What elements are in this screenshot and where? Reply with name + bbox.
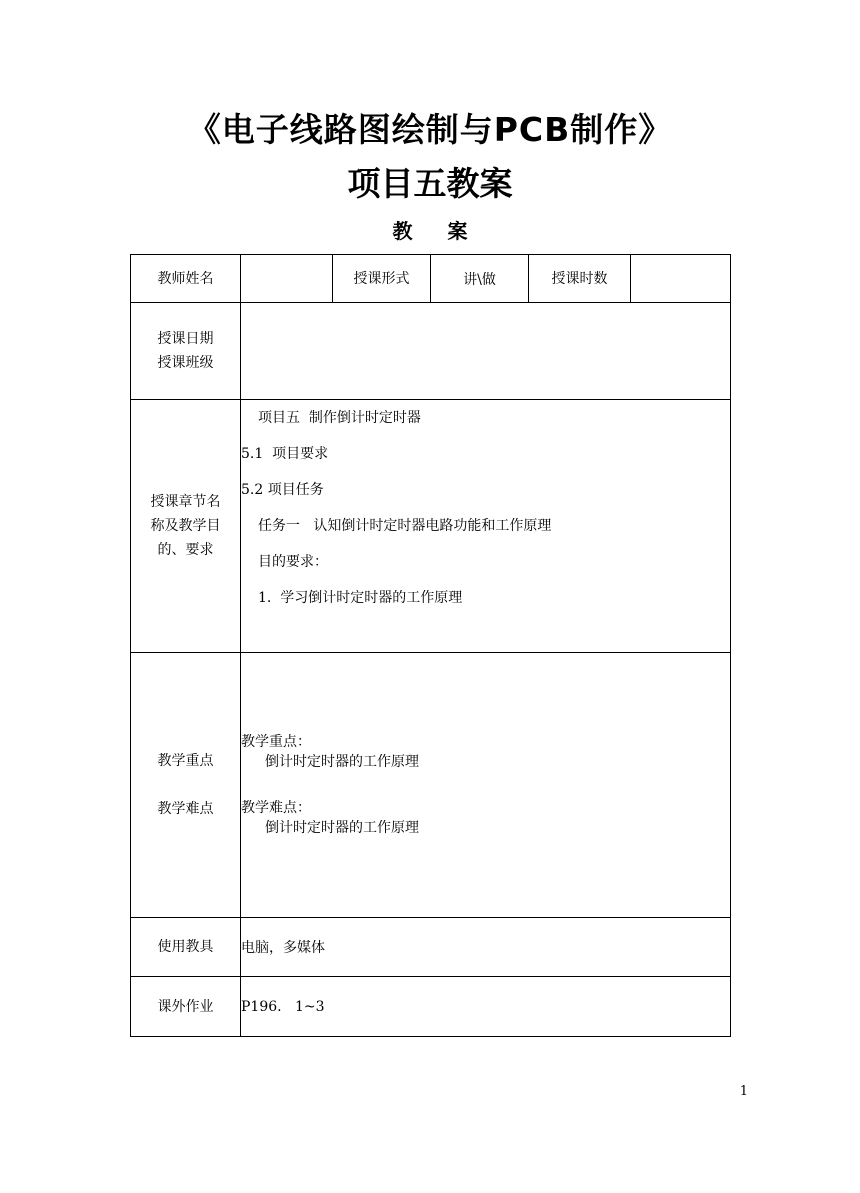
- document-title: 《电子线路图绘制与PCB制作》: [187, 110, 673, 149]
- teaching-form-value: 讲\做: [431, 255, 529, 303]
- difficult-points-text: 倒计时定时器的工作原理: [265, 820, 419, 836]
- difficult-points-heading: 教学难点：: [241, 800, 311, 816]
- key-difficult-label: [131, 653, 241, 918]
- chapter-line: 5.2 项目任务: [241, 482, 324, 498]
- class-label: 授课班级: [157, 355, 214, 371]
- key-difficult-content: [241, 653, 731, 918]
- chapter-line: 5.1 项目要求: [241, 446, 329, 462]
- row-key-points: [131, 653, 731, 918]
- teaching-form-label: 授课形式: [333, 255, 431, 303]
- date-class-label: [131, 303, 241, 400]
- homework-value: P196. 1~3: [241, 977, 731, 1037]
- teaching-aids-value: 电脑，多媒体: [241, 918, 731, 977]
- key-points-label: 教学重点: [157, 753, 214, 769]
- chapter-label-line3: 的、要求: [157, 542, 214, 558]
- teaching-hours-value: [631, 255, 731, 303]
- homework-label: 课外作业: [131, 977, 241, 1037]
- row-homework: [131, 977, 731, 1037]
- document-subtitle: 项目五教案: [347, 164, 513, 203]
- lesson-plan-table: [130, 254, 731, 1037]
- key-points-text: 倒计时定时器的工作原理: [265, 754, 419, 770]
- row-teacher: [131, 255, 731, 303]
- chapter-line: 1. 学习倒计时定时器的工作原理: [258, 590, 463, 606]
- teaching-aids-label: 使用教具: [131, 918, 241, 977]
- page-number: 1: [739, 1084, 748, 1099]
- teacher-name-value: [241, 255, 333, 303]
- row-teaching-aids: [131, 918, 731, 977]
- chapter-line: 任务一 认知倒计时定时器电路功能和工作原理: [258, 518, 552, 534]
- key-points-heading: 教学重点：: [241, 734, 311, 750]
- teaching-hours-label: 授课时数: [529, 255, 631, 303]
- chapter-label: [131, 400, 241, 653]
- section-heading: 教 案: [392, 219, 482, 243]
- row-date-class: [131, 303, 731, 400]
- row-chapter: [131, 400, 731, 653]
- chapter-content: [241, 400, 731, 653]
- date-class-value: [241, 303, 731, 400]
- date-label: 授课日期: [157, 331, 214, 347]
- teacher-name-label: 教师姓名: [131, 255, 241, 303]
- chapter-label-line1: 授课章节名: [150, 494, 221, 510]
- chapter-label-line2: 称及教学目: [150, 518, 221, 534]
- difficult-points-label: 教学难点: [157, 801, 214, 817]
- chapter-line: 项目五 制作倒计时定时器: [258, 410, 421, 426]
- chapter-line: 目的要求：: [258, 554, 328, 570]
